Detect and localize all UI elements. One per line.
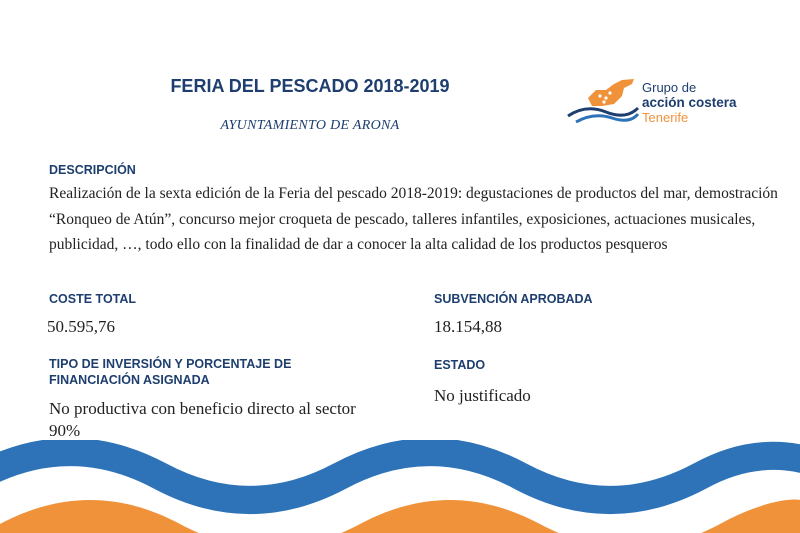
estado-label: ESTADO [434, 358, 486, 372]
tipo-inversion-label [49, 356, 291, 388]
tipo-inversion-value [49, 398, 356, 442]
decorative-waves [0, 440, 800, 533]
coste-total-label: COSTE TOTAL [49, 292, 137, 306]
logo-text-line1: Grupo de [642, 80, 697, 95]
page-title: FERIA DEL PESCADO 2018-2019 [170, 76, 450, 96]
description-text: Realización de la sexta edición de la Feria del pescado 2018-2019: degustaciones de productos del mar, demostración “Ronqueo de Atún”, concurso mejor croqueta de pescado, talleres infantiles, exposiciones, actuaciones musicales, publicidad, …, todo ello con la finalidad de dar a conocer la alta calidad de los productos pesqueros [49, 185, 778, 253]
orange-wave [0, 500, 800, 533]
tenerife-island-icon [566, 76, 646, 132]
estado-value: No justificado [434, 386, 531, 405]
tipo-inversion-value-line2: 90% [49, 421, 81, 440]
subvencion-value: 18.154,88 [434, 317, 502, 336]
page-subtitle: AYUNTAMIENTO DE ARONA [220, 118, 400, 133]
tipo-inversion-label-line1: TIPO DE INVERSIÓN Y PORCENTAJE DE [49, 357, 292, 371]
tipo-inversion-value-line1: No productiva con beneficio directo al sector [49, 399, 356, 418]
logo-text-line2: acción costera [642, 95, 737, 110]
tipo-inversion-label-line2: FINANCIACIÓN ASIGNADA [49, 373, 210, 387]
logo [566, 76, 756, 132]
description-label: DESCRIPCIÓN [49, 163, 136, 177]
logo-text-line3: Tenerife [642, 110, 689, 125]
subvencion-label: SUBVENCIÓN APROBADA [434, 292, 593, 306]
coste-total-value: 50.595,76 [47, 317, 115, 336]
blue-wave [0, 452, 800, 500]
